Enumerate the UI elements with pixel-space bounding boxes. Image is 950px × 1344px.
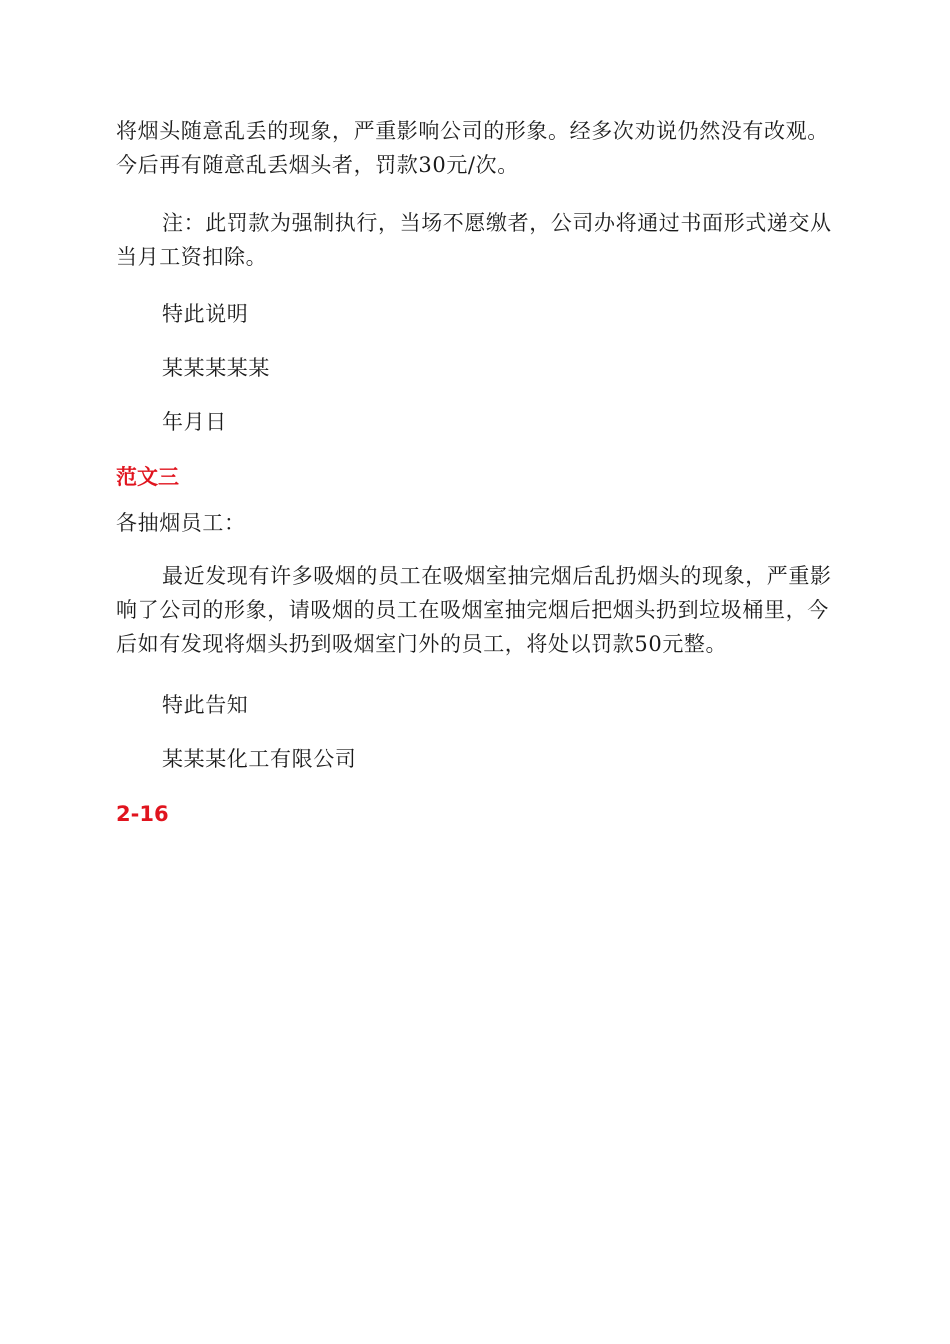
signature: 某某某某某 — [162, 356, 270, 380]
section-heading: 范文三 — [116, 465, 179, 489]
date-line: 年月日 — [162, 410, 227, 434]
closing-statement: 特此告知 — [162, 693, 249, 717]
salutation: 各抽烟员工： — [116, 511, 246, 535]
section-heading: 2-16 — [116, 802, 169, 826]
signature: 某某某化工有限公司 — [162, 747, 357, 771]
closing-statement: 特此说明 — [162, 302, 249, 326]
paragraph-body: 最近发现有许多吸烟的员工在吸烟室抽完烟后乱扔烟头的现象，严重影响了公司的形象，请吸烟的员工在吸烟室抽完烟后把烟头扔到垃圾桶里，今后如有发现将烟头扔到吸烟室门外的员工，将处以罚款50元整。 — [116, 564, 832, 656]
paragraph-note: 注：此罚款为强制执行，当场不愿缴者，公司办将通过书面形式递交从当月工资扣除。 — [116, 211, 832, 269]
paragraph-smoking-penalty: 将烟头随意乱丢的现象，严重影响公司的形象。经多次劝说仍然没有改观。今后再有随意乱丢烟头者，罚款30元/次。 — [116, 119, 829, 177]
